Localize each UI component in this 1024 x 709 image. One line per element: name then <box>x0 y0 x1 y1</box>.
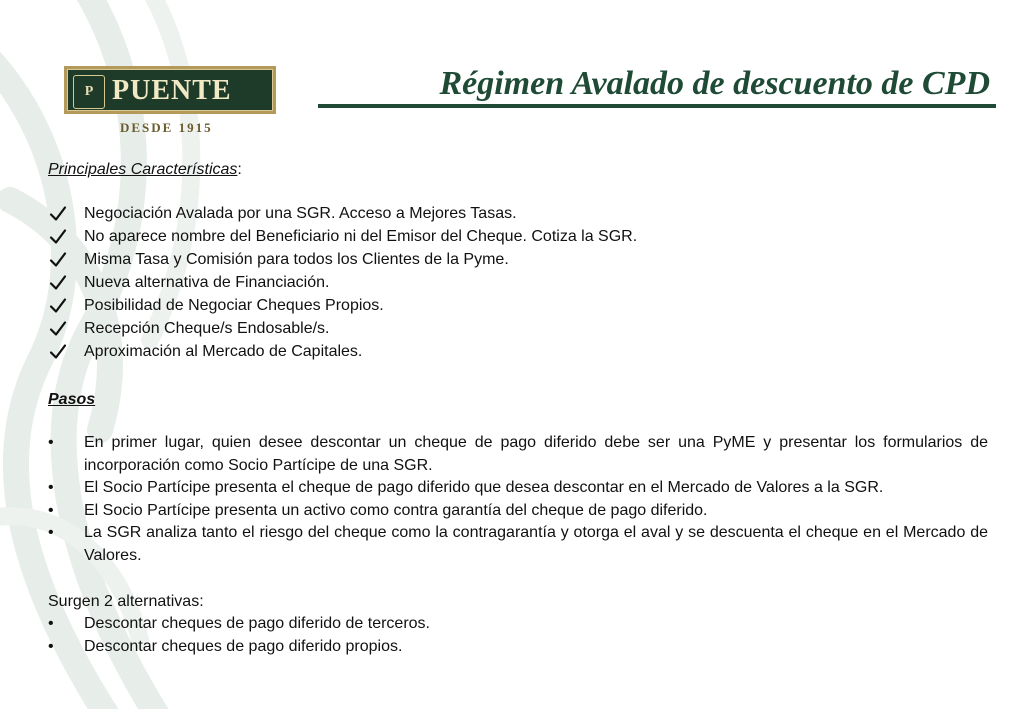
list-item-text: Recepción Cheque/s Endosable/s. <box>84 320 330 337</box>
checkmark-icon <box>48 225 68 248</box>
checkmark-icon <box>48 202 68 225</box>
checkmark-icon <box>48 248 68 271</box>
list-item-text: El Socio Partícipe presenta el cheque de pago diferido que desea descontar en el Mercado de Valores a la SGR. <box>84 479 884 496</box>
list-item <box>48 248 948 271</box>
list-item-text: El Socio Partícipe presenta un activo como contra garantía del cheque de pago diferido. <box>84 501 708 519</box>
bullet-icon: • <box>48 638 54 655</box>
checkmark-icon <box>48 340 68 363</box>
list-item-text: La SGR analiza tanto el riesgo del cheque como la contragarantía y otorga el aval y se descuenta el cheque en el Mercado de Valores. <box>84 524 988 564</box>
steps-list <box>48 432 988 567</box>
heading-colon: : <box>237 161 242 178</box>
title-underline <box>318 104 996 108</box>
list-item-text: Misma Tasa y Comisión para todos los Clientes de la Pyme. <box>84 251 509 268</box>
list-item <box>48 225 948 248</box>
checkmark-icon <box>48 271 68 294</box>
list-item-text: No aparece nombre del Beneficiario ni del Emisor del Cheque. Cotiza la SGR. <box>84 228 638 245</box>
logo-name: PUENTE <box>112 75 232 106</box>
list-item <box>48 477 988 500</box>
list-item <box>48 340 948 363</box>
slide-title: Régimen Avalado de descuento de CPD <box>439 65 990 102</box>
logo-plate <box>64 66 276 114</box>
list-item <box>48 635 948 658</box>
characteristics-list <box>48 202 948 363</box>
list-item-text: Aproximación al Mercado de Capitales. <box>84 343 363 360</box>
bullet-icon: • <box>48 501 54 519</box>
list-item <box>48 202 948 225</box>
list-item <box>48 522 988 567</box>
checkmark-icon <box>48 317 68 340</box>
steps-heading: Pasos <box>48 391 96 408</box>
list-item <box>48 294 948 317</box>
logo-monogram: P <box>84 84 94 99</box>
alternatives-list <box>48 612 948 658</box>
list-item-text: Nueva alternativa de Financiación. <box>84 274 330 291</box>
bullet-icon: • <box>48 479 54 496</box>
logo-emblem-icon <box>73 75 105 109</box>
logo-inner <box>67 69 273 111</box>
list-item <box>48 612 948 635</box>
steps-heading-line <box>48 388 95 411</box>
list-item <box>48 317 948 340</box>
list-item-text: Descontar cheques de pago diferido propios. <box>84 638 403 655</box>
puente-logo <box>64 66 276 138</box>
list-item-text: Descontar cheques de pago diferido de terceros. <box>84 615 430 632</box>
bullet-icon: • <box>48 615 54 632</box>
list-item <box>48 271 948 294</box>
list-item <box>48 500 988 523</box>
bullet-icon: • <box>48 524 54 541</box>
list-item-text: Posibilidad de Negociar Cheques Propios. <box>84 297 384 314</box>
alternatives-intro: Surgen 2 alternativas: <box>48 593 204 610</box>
characteristics-heading-line <box>48 158 242 181</box>
characteristics-heading: Principales Características <box>48 161 238 178</box>
logo-tagline: DESDE 1915 <box>120 120 213 135</box>
list-item-text: En primer lugar, quien desee descontar un cheque de pago diferido debe ser una PyME y presentar los formularios de incorporación como Socio Partícipe de una SGR. <box>84 434 988 474</box>
bullet-icon: • <box>48 434 54 451</box>
list-item <box>48 432 988 477</box>
list-item-text: Negociación Avalada por una SGR. Acceso a Mejores Tasas. <box>84 205 517 222</box>
checkmark-icon <box>48 294 68 317</box>
